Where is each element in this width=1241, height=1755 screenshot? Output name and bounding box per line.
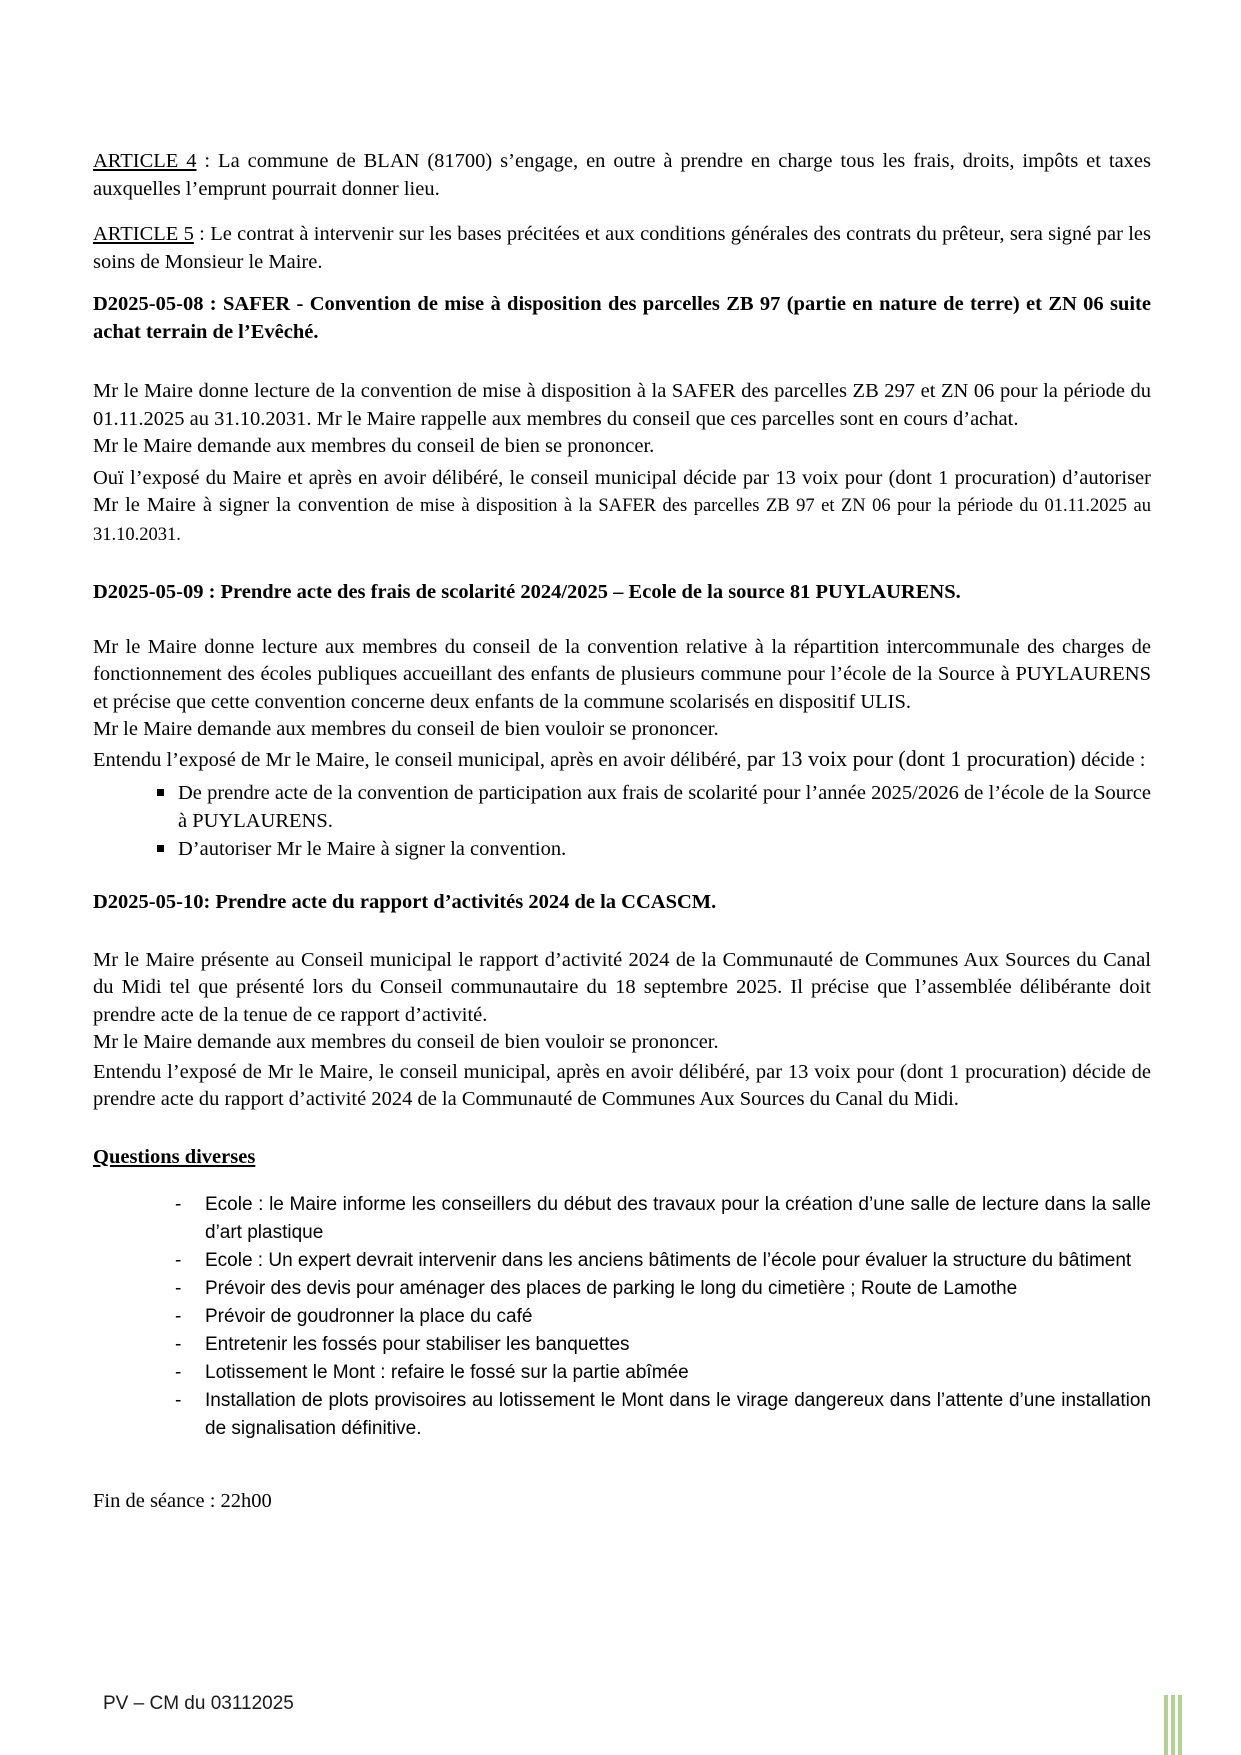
text-run: Fin de séance : 22h00 [93,1490,272,1512]
bullet-list-item: D’autoriser Mr le Maire à signer la convention. [93,835,1151,863]
text-run: ARTICLE 4 [93,150,197,172]
text-run: D2025-05-10: Prendre acte du rapport d’activités 2024 de la CCASCM. [93,891,717,913]
text-run: Mr le Maire présente au Conseil municipal le rapport d’activité 2024 de la Communauté de Communes Aux Sources du Canal du Midi tel que présenté lors du Conseil communautaire du 18 septembre 2025. Il précise que l’assemblée délibérante doit prendre acte de la tenue de ce rapport d’activité. [93,948,1151,1026]
scolarite-decision-list [93,779,1151,863]
article-5-paragraph [93,221,1151,276]
text-run: : Le contrat à intervenir sur les bases précitées et aux conditions générales des contrats du prêteur, sera signé par les soins de Monsieur le Maire. [93,223,1151,273]
text-run: Entendu l’exposé de Mr le Maire, le conseil municipal, après en avoir délibéré, [93,748,742,771]
article-4-paragraph [93,148,1151,203]
text-run: Mr le Maire demande aux membres du conseil de bien vouloir se prononcer. [93,718,719,740]
dash-list-item: - Lotissement le Mont : refaire le fossé sur la partie abîmée [93,1359,1151,1387]
deliberation-d2025-05-08-heading [93,291,1151,346]
text-run: Mr le Maire donne lecture de la convention de mise à disposition à la SAFER des parcelles ZB 297 et ZN 06 pour la période du 01.11.2025 au 31.10.2031. Mr le Maire rappelle aux membres du conseil que ces parcelles sont en cours d’achat. [93,380,1151,430]
green-bar [1164,1695,1168,1755]
ccascm-demande-paragraph [93,1029,1151,1057]
safer-demande-paragraph [93,433,1151,461]
dash-list-item: - Ecole : le Maire informe les conseillers du début des travaux pour la création d’une salle de lecture dans la salle d’art plastique [93,1191,1151,1247]
text-run: Entendu l’exposé de Mr le Maire, le conseil municipal, après en avoir délibéré, par 13 voix pour (dont 1 procuration) décide de prendre acte du rapport d’activité 2024 de la Communauté de Communes Aux Sources du Canal du Midi. [93,1060,1151,1110]
ccascm-presentation-paragraph [93,947,1151,1030]
questions-diverses-list [93,1191,1151,1443]
page-footer [103,1693,294,1715]
scolarite-demande-paragraph [93,716,1151,744]
dash-list-item: - Ecole : Un expert devrait intervenir dans les anciens bâtiments de l’école pour évaluer la structure du bâtiment [93,1247,1151,1275]
safer-lecture-paragraph [93,378,1151,433]
dash-list-item: - Prévoir des devis pour aménager des places de parking le long du cimetière ; Route de Lamothe [93,1275,1151,1303]
text-run: décide : [1081,748,1146,771]
text-run: Mr le Maire demande aux membres du conseil de bien vouloir se prononcer. [93,1031,719,1053]
text-run: Ouï l’exposé du Maire et après en avoir délibéré, le conseil municipal décide par 13 voix pour (dont 1 procuration) d’autoriser Mr le Maire à signer la convention [93,466,1151,516]
bullet-list-item: De prendre acte de la convention de participation aux frais de scolarité pour l’année 2025/2026 de l’école de la Source à PUYLAURENS. [93,779,1151,835]
green-bar [1178,1695,1182,1755]
ccascm-decision-paragraph [93,1059,1151,1114]
scolarite-decision-paragraph [93,745,1151,775]
text-run: Questions diverses [93,1145,256,1168]
dash-list-item: - Installation de plots provisoires au lotissement le Mont dans le virage dangereux dans l’attente d’une installation de signalisation définitive. [93,1387,1151,1443]
questions-diverses-heading [93,1144,1151,1172]
safer-decision-paragraph [93,465,1151,550]
dash-list-item: - Prévoir de goudronner la place du café [93,1303,1151,1331]
dash-list-item: - Entretenir les fossés pour stabiliser les banquettes [93,1331,1151,1359]
text-run: D2025-05-09 : Prendre acte des frais de scolarité 2024/2025 – Ecole de la source 81 PUYLAURENS. [93,581,961,603]
text-run: ARTICLE 5 [93,223,194,245]
deliberation-d2025-05-10-heading [93,889,1151,917]
text-run: par 13 voix pour (dont 1 procuration) [741,745,1082,771]
scolarite-lecture-paragraph [93,634,1151,717]
green-bar [1171,1695,1175,1755]
fin-de-seance-paragraph [93,1488,1151,1516]
text-run: : La commune de BLAN (81700) s’engage, en outre à prendre en charge tous les frais, droits, impôts et taxes auxquelles l’emprunt pourrait donner lieu. [93,150,1151,200]
deliberation-d2025-05-09-heading [93,579,1151,607]
text-run: D2025-05-08 : SAFER - Convention de mise à disposition des parcelles ZB 97 (partie en nature de terre) et ZN 06 suite achat terrain de l’Evêché. [93,293,1151,343]
text-run: de mise à disposition à la SAFER des parcelles ZB 97 et ZN 06 pour la période du 01.11.2025 au 31.10.2031. [93,496,1151,545]
text-run: Mr le Maire donne lecture aux membres du conseil de la convention relative à la répartition intercommunale des charges de fonctionnement des écoles publiques accueillant des enfants de plusieurs commune pour l’école de la Source à PUYLAURENS et précise que cette convention concerne deux enfants de la commune scolarisés en dispositif ULIS. [93,635,1151,713]
page-edge-marks [1164,1695,1182,1755]
text-run: Mr le Maire demande aux membres du conseil de bien se prononcer. [93,435,655,457]
document-content [93,148,1151,1516]
footer-text: PV – CM du 03112025 [103,1693,294,1714]
